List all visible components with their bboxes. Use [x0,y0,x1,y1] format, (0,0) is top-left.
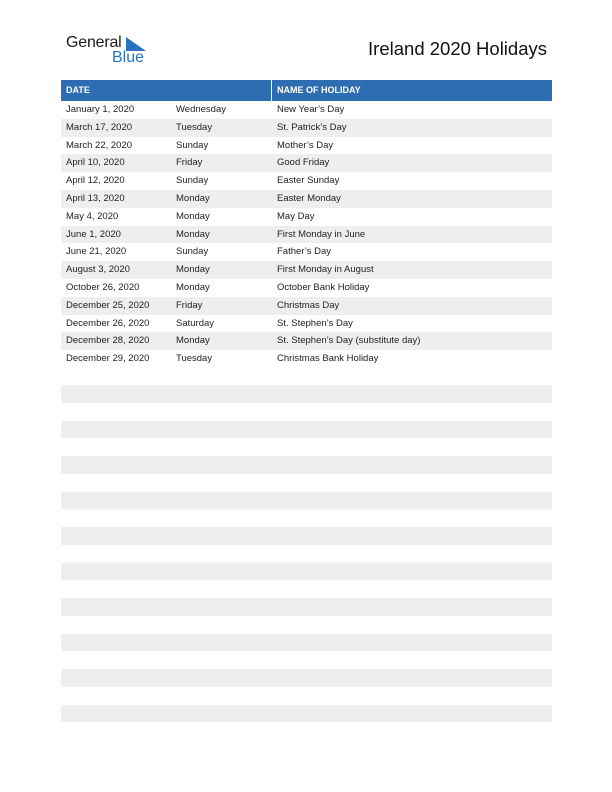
row-date: December 28, 2020 [66,335,150,347]
header-date: DATE [66,85,90,95]
row-weekday: Monday [176,192,210,204]
row-date: April 12, 2020 [66,175,125,187]
row-date: March 17, 2020 [66,121,133,133]
row-holiday-name: St. Stephen’s Day [277,317,353,329]
page-title: Ireland 2020 Holidays [368,38,547,59]
row-date: March 22, 2020 [66,139,133,151]
row-weekday: Sunday [176,246,209,258]
table-row [61,172,552,190]
row-holiday-name: Christmas Day [277,299,340,311]
table-row [61,119,552,137]
row-weekday: Monday [176,281,210,293]
logo-text-general: General [66,34,122,51]
row-date: August 3, 2020 [66,264,130,276]
row-holiday-name: First Monday in August [277,264,374,276]
row-weekday: Saturday [176,317,215,329]
row-weekday: Monday [176,210,210,222]
holidays-table [61,80,552,368]
table-row [61,261,552,279]
row-date: June 1, 2020 [66,228,121,240]
row-holiday-name: St. Patrick’s Day [277,121,347,133]
row-weekday: Sunday [176,175,209,187]
table-row [61,243,552,261]
row-holiday-name: Easter Sunday [277,175,340,187]
row-holiday-name: Good Friday [277,157,330,169]
row-holiday-name: First Monday in June [277,228,366,240]
empty-row-stripe [61,598,552,616]
table-row [61,190,552,208]
row-date: April 13, 2020 [66,192,125,204]
row-date: May 4, 2020 [66,210,119,222]
row-weekday: Monday [176,264,210,276]
row-date: December 25, 2020 [66,299,150,311]
table-row [61,137,552,155]
row-holiday-name: Father’s Day [277,246,332,258]
row-holiday-name: Christmas Bank Holiday [277,353,379,365]
logo-text-blue: Blue [112,49,145,66]
row-holiday-name: May Day [277,210,315,222]
empty-row-stripe [61,385,552,403]
header-holiday-name: NAME OF HOLIDAY [277,85,361,95]
empty-row-stripe [61,421,552,439]
table-row [61,350,552,368]
empty-row-stripe [61,563,552,581]
table-row [61,279,552,297]
empty-row-stripe [61,634,552,652]
row-date: December 29, 2020 [66,353,150,365]
table-row [61,154,552,172]
empty-row-stripe [61,669,552,687]
row-holiday-name: Easter Monday [277,192,341,204]
empty-row-stripe [61,527,552,545]
row-weekday: Wednesday [176,104,226,115]
row-weekday: Tuesday [176,121,213,133]
row-date: October 26, 2020 [66,281,140,293]
table-row [61,315,552,333]
table-row [61,226,552,244]
empty-row-stripe [61,705,552,723]
empty-row-stripe [61,456,552,474]
table-row [61,208,552,226]
row-weekday: Tuesday [176,353,213,365]
row-holiday-name: October Bank Holiday [277,281,370,293]
row-date: June 21, 2020 [66,246,127,258]
row-weekday: Monday [176,335,210,347]
table-body [61,101,552,368]
row-holiday-name: New Year’s Day [277,104,345,115]
generalblue-logo [66,34,156,68]
row-holiday-name: St. Stephen’s Day (substitute day) [277,335,421,347]
row-date: January 1, 2020 [66,104,135,115]
table-row [61,332,552,350]
table-row [61,297,552,315]
row-date: December 26, 2020 [66,317,150,329]
row-holiday-name: Mother’s Day [277,139,334,151]
row-weekday: Monday [176,228,210,240]
empty-row-stripe [61,492,552,510]
row-weekday: Friday [176,157,203,169]
row-weekday: Sunday [176,139,209,151]
table-row [61,101,552,119]
row-date: April 10, 2020 [66,157,125,169]
row-weekday: Friday [176,299,203,311]
table-header [61,80,552,101]
